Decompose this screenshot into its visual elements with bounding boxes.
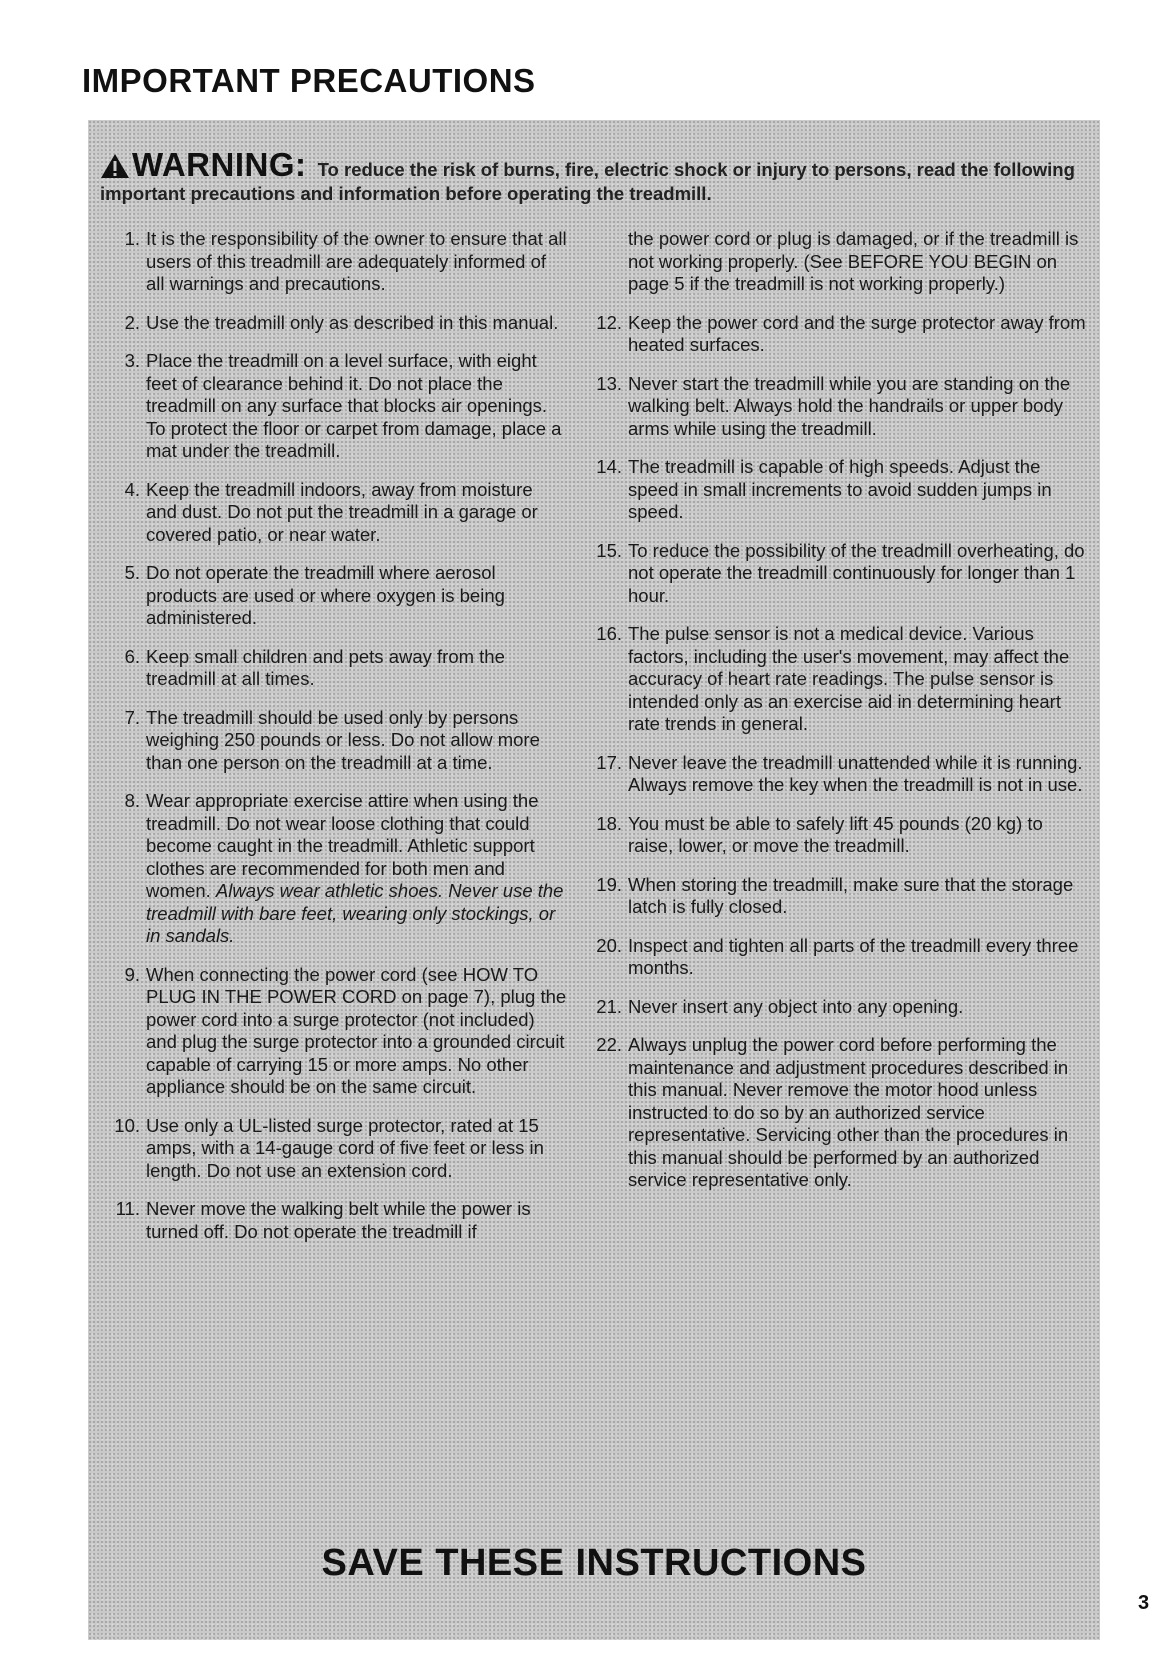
item-number: 8. — [124, 790, 140, 811]
warning-statement — [100, 148, 1086, 206]
item-number: 11. — [115, 1198, 140, 1219]
warning-word: WARNING: — [132, 146, 307, 183]
item-text: The treadmill is capable of high speeds. Adjust the speed in small increments to avoid sudden jumps in speed. — [628, 456, 1052, 522]
list-item — [106, 562, 568, 630]
list-item — [588, 813, 1088, 858]
item-number: 16. — [596, 623, 622, 644]
item-text: When connecting the power cord (see HOW TO PLUG IN THE POWER CORD on page 7), plug the power cord into a surge protector (not included) and plug the surge protector into a grounded circuit capable of carrying 15 or more amps. No other appliance should be on the same circuit. — [146, 963, 567, 1097]
item-italic-text: Always wear athletic shoes. Never use the treadmill with bare feet, wearing only stockings, or in sandals. — [146, 880, 564, 946]
list-item — [588, 312, 1088, 357]
item-text: Never move the walking belt while the power is turned off. Do not operate the treadmill if — [146, 1198, 531, 1242]
item-text: When storing the treadmill, make sure that the storage latch is fully closed. — [628, 873, 1074, 917]
list-item — [106, 646, 568, 691]
item-text: Never insert any object into any opening. — [628, 995, 964, 1017]
list-item — [106, 479, 568, 547]
item-text: Never leave the treadmill unattended while it is running. Always remove the key when the treadmill is not in use. — [628, 751, 1083, 795]
save-instructions-footer: SAVE THESE INSTRUCTIONS — [321, 1542, 867, 1584]
item-number: 5. — [124, 562, 140, 583]
item-number: 9. — [124, 963, 140, 985]
item-text: Never start the treadmill while you are standing on the walking belt. Always hold the handrails or upper body arms while using the treadmill. — [628, 372, 1071, 439]
list-item — [106, 350, 568, 463]
page-title: IMPORTANT PRECAUTIONS — [82, 62, 536, 99]
item-text: Use the treadmill only as described in this manual. — [146, 311, 559, 333]
item-text: Keep the power cord and the surge protector away from heated surfaces. — [628, 311, 1086, 355]
list-item — [106, 707, 568, 775]
warning-triangle-icon — [100, 152, 130, 180]
left-column — [106, 228, 568, 1259]
item-text: Use only a UL-listed surge protector, rated at 15 amps, with a 14-gauge cord of five feet or less in length. Do not use an extension cord. — [146, 1114, 544, 1181]
item-text: Keep the treadmill indoors, away from moisture and dust. Do not put the treadmill in a garage or covered patio, or near water. — [146, 478, 538, 545]
item-number: 19. — [596, 873, 622, 895]
item-number: 13. — [596, 372, 622, 394]
item-number: 14. — [596, 456, 622, 477]
list-item — [588, 752, 1088, 797]
item-text: It is the responsibility of the owner to ensure that all users of this treadmill are adequately informed of all warnings and precautions. — [146, 228, 567, 294]
right-column — [588, 228, 1088, 1208]
item-number: 7. — [124, 706, 140, 728]
page-number: 3 — [1138, 1592, 1150, 1614]
item-number: 6. — [124, 645, 140, 667]
item-text: Do not operate the treadmill where aerosol products are used or where oxygen is being administered. — [146, 562, 505, 628]
item-number: 4. — [124, 478, 140, 500]
list-item — [106, 228, 568, 296]
item-number: 1. — [124, 228, 140, 249]
item-number: 12. — [596, 311, 622, 333]
list-item — [588, 540, 1088, 608]
item-number: 3. — [124, 350, 140, 371]
item-number: 20. — [596, 934, 622, 956]
item-text: Place the treadmill on a level surface, with eight feet of clearance behind it. Do not place the treadmill on any surface that blocks air openings. To protect the floor or carpet from damage, place a mat under the treadmill. — [146, 350, 562, 461]
list-item — [106, 790, 568, 948]
list-item — [588, 373, 1088, 441]
item-number — [588, 228, 628, 296]
item-number: 22. — [596, 1034, 622, 1055]
list-item — [106, 312, 568, 335]
list-item-continuation — [588, 228, 1088, 296]
list-item — [588, 996, 1088, 1019]
item-text: The treadmill should be used only by persons weighing 250 pounds or less. Do not allow more than one person on the treadmill at a time. — [146, 706, 540, 773]
list-item — [588, 456, 1088, 524]
item-number: 18. — [596, 812, 622, 834]
warning-text: To reduce the risk of burns, fire, electric shock or injury to persons, read the following important precautions and information before operating the treadmill. — [100, 159, 1075, 204]
list-item — [106, 964, 568, 1099]
item-number: 21. — [596, 995, 622, 1017]
item-text: You must be able to safely lift 45 pounds (20 kg) to raise, lower, or move the treadmill. — [628, 812, 1043, 856]
item-text: The pulse sensor is not a medical device. Various factors, including the user's movement, may affect the accuracy of heart rate readings. The pulse sensor is intended only as an exercise aid in determining heart rate trends in general. — [628, 623, 1070, 734]
precautions-panel — [88, 120, 1100, 1640]
item-text: To reduce the possibility of the treadmill overheating, do not operate the treadmill continuously for longer than 1 hour. — [628, 539, 1085, 606]
item-text: Always unplug the power cord before performing the maintenance and adjustment procedures described in this manual. Never remove the motor hood unless instructed to do so by an authorized service representative. Servicing other than the procedures in this manual should be performed by an authorized service representative only. — [628, 1034, 1069, 1190]
item-number: 2. — [124, 311, 140, 333]
item-text: Inspect and tighten all parts of the treadmill every three months. — [628, 934, 1079, 978]
item-number: 10. — [114, 1114, 140, 1136]
list-item — [588, 935, 1088, 980]
list-item — [588, 623, 1088, 736]
item-number: 15. — [596, 539, 622, 561]
list-item — [588, 1034, 1088, 1192]
list-item — [106, 1115, 568, 1183]
list-item — [106, 1198, 568, 1243]
item-text: Keep small children and pets away from the treadmill at all times. — [146, 645, 505, 689]
list-item — [588, 874, 1088, 919]
item-text: the power cord or plug is damaged, or if the treadmill is not working properly. (See BEFORE YOU BEGIN on page 5 if the treadmill is not working properly.) — [628, 228, 1079, 294]
item-number: 17. — [596, 751, 622, 773]
item-text: Wear appropriate exercise attire when using the treadmill. Do not wear loose clothing that could become caught in the treadmill. Athletic support clothes are recommended for both men and women. — [146, 790, 539, 901]
